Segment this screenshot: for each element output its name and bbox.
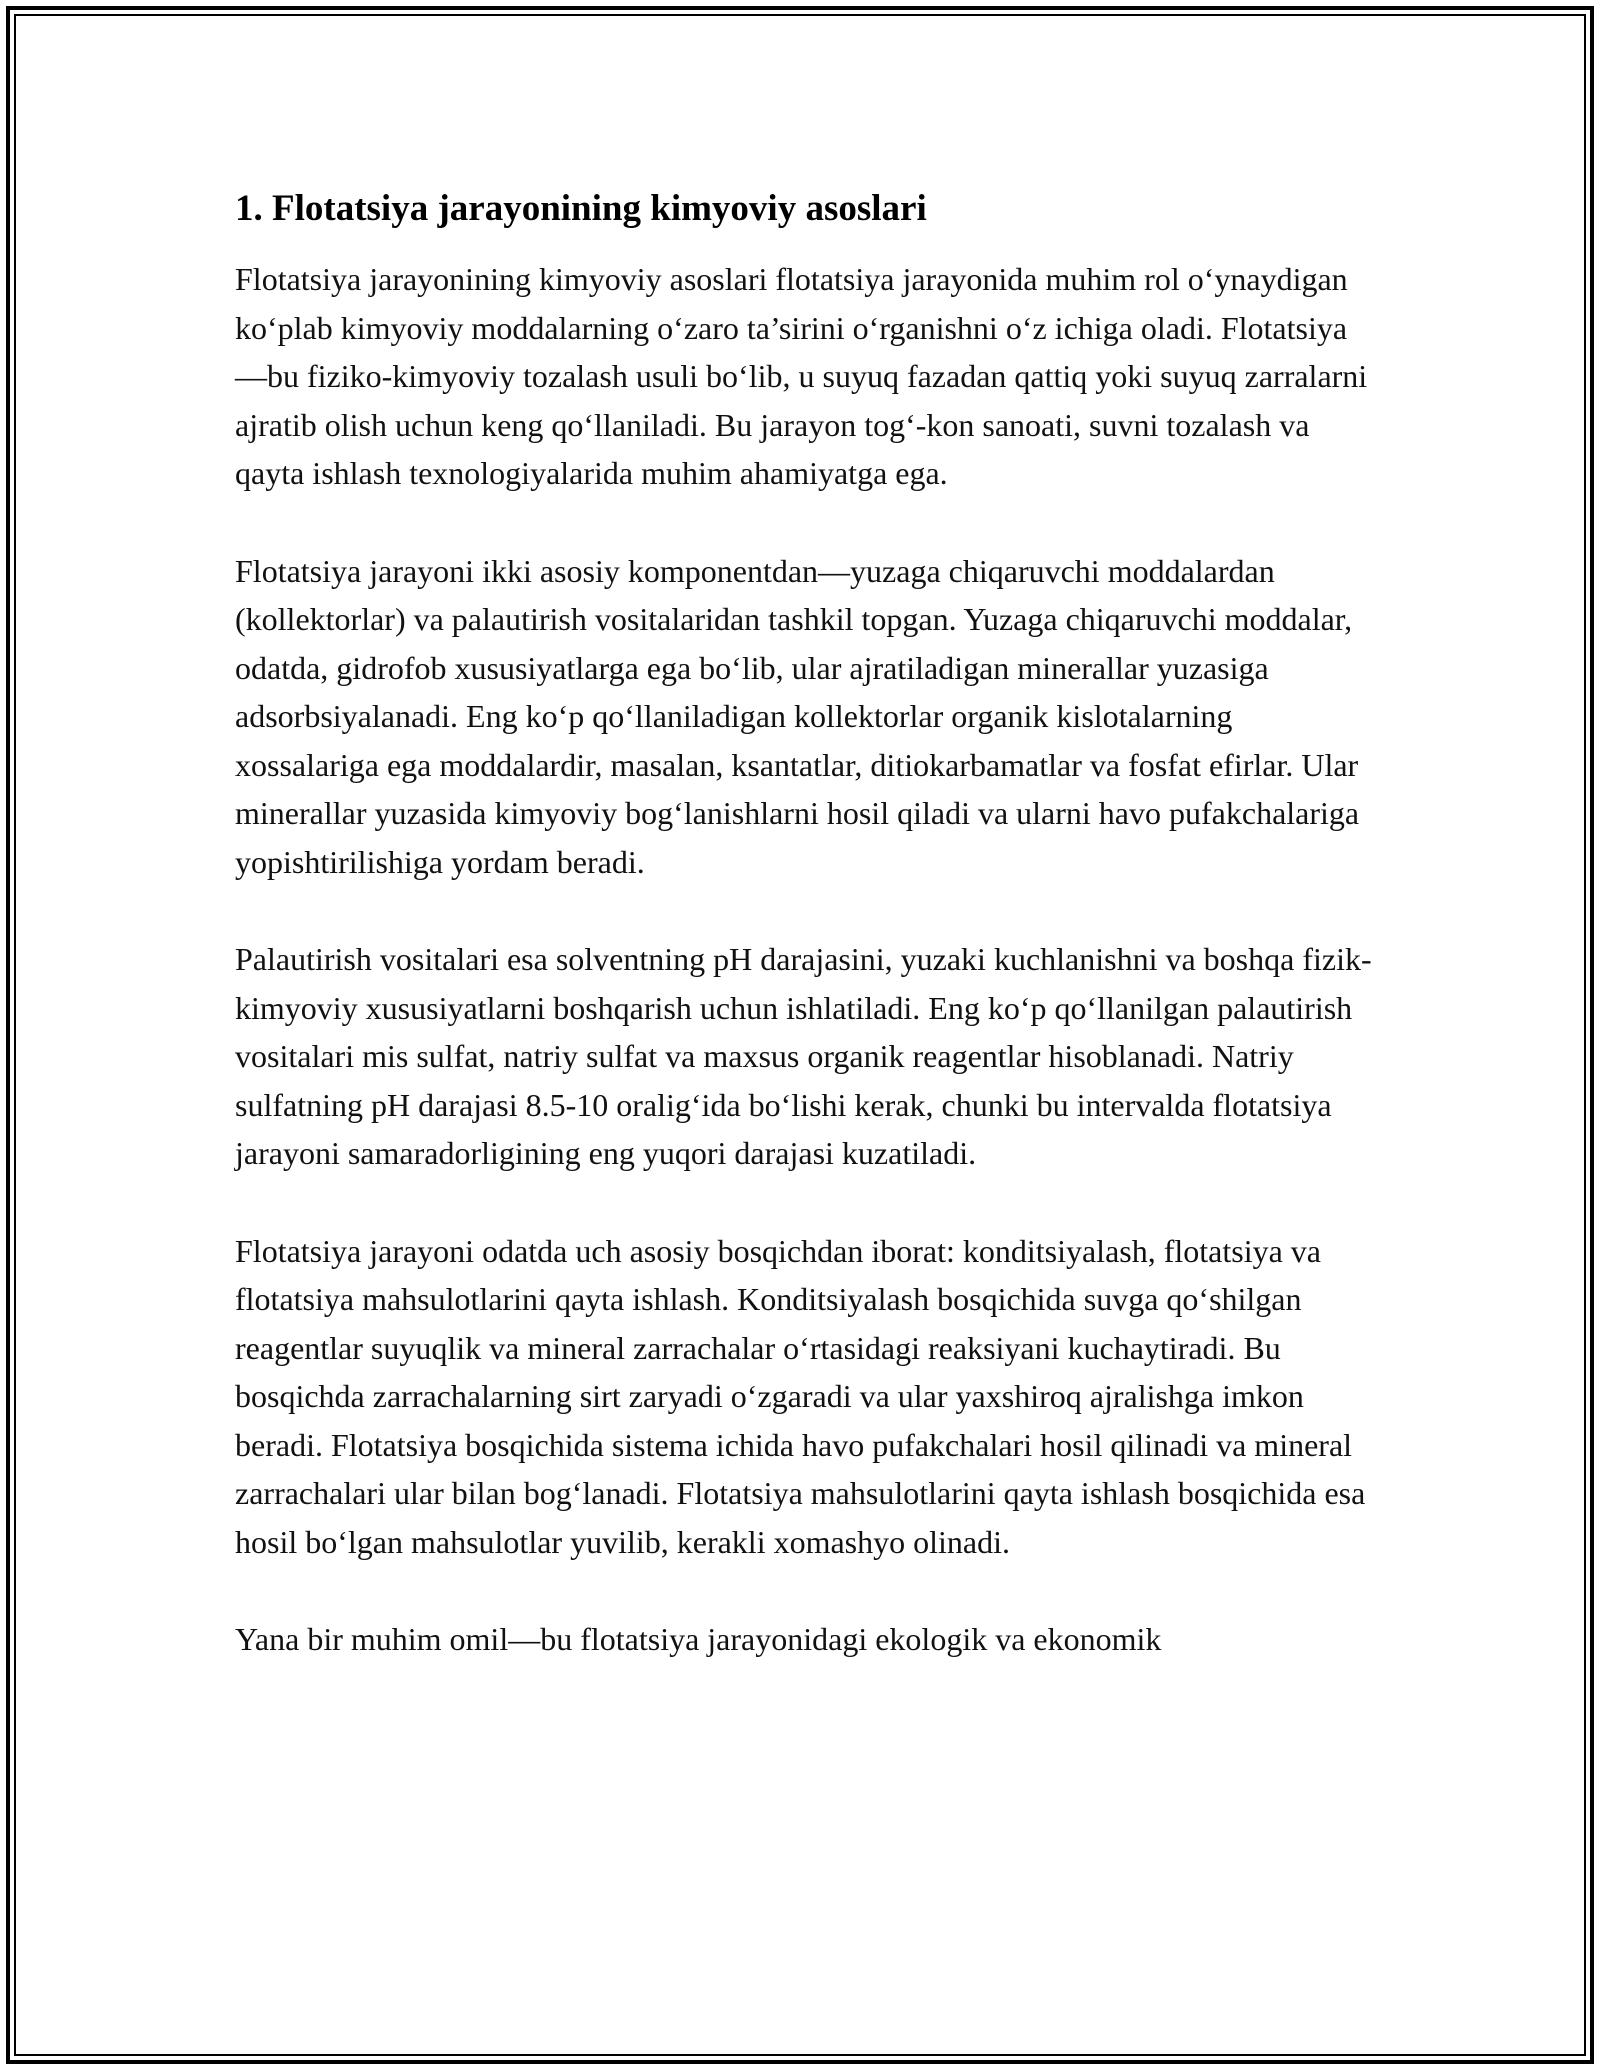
document-body [235,185,1375,1713]
section-heading: 1. Flotatsiya jarayonining kimyoviy asoslari [235,188,927,229]
paragraph-4: Flotatsiya jarayoni odatda uch asosiy bosqichdan iborat: konditsiyalash, flotatsiya va flotatsiya mahsulotlarini qayta ishlash. Konditsiyalash bosqichida suvga qo‘shilgan reagentlar suyuqlik va mineral zarrachalar o‘rtasidagi reaksiyani kuchaytiradi. Bu bosqichda zarrachalarning sirt zaryadi o‘zgaradi va ular yaxshiroq ajralishga imkon beradi. Flotatsiya bosqichida sistema ichida havo pufakchalari hosil qilinadi va mineral zarrachalari ular bilan bog‘lanadi. Flotatsiya mahsulotlarini qayta ishlash bosqichida esa hosil bo‘lgan mahsulotlar yuvilib, kerakli xomashyo olinadi. [235,1232,1366,1560]
paragraph-3: Palautirish vositalari esa solventning pH darajasini, yuzaki kuchlanishni va boshqa fizik-kimyoviy xususiyatlarni boshqarish uchun ishlatiladi. Eng ko‘p qo‘llanilgan palautirish vositalari mis sulfat, natriy sulfat va maxsus organik reagentlar hisoblanadi. Natriy sulfatning pH darajasi 8.5-10 oralig‘ida bo‘lishi kerak, chunki bu intervalda flotatsiya jarayoni samaradorligining eng yuqori darajasi kuzatiladi. [235,941,1372,1171]
paragraph-2: Flotatsiya jarayoni ikki asosiy komponentdan—yuzaga chiqaruvchi moddalardan (kollektorlar) va palautirish vositalaridan tashkil topgan. Yuzaga chiqaruvchi moddalar, odatda, gidrofob xususiyatlarga ega bo‘lib, ular ajratiladigan minerallar yuzasiga adsorbsiyalanadi. Eng ko‘p qo‘llaniladigan kollektorlar organik kislotalarning xossalariga ega moddalardir, masalan, ksantatlar, ditiokarbamatlar va fosfat efirlar. Ular minerallar yuzasida kimyoviy bog‘lanishlarni hosil qiladi va ularni havo pufakchalariga yopishtirilishiga yordam beradi. [235,552,1360,880]
paragraph-5: Yana bir muhim omil—bu flotatsiya jarayonidagi ekologik va ekonomik [235,1621,1162,1657]
paragraph-1: Flotatsiya jarayonining kimyoviy asoslari flotatsiya jarayonida muhim rol o‘ynaydigan ko‘plab kimyoviy moddalarning o‘zaro ta’sirini o‘rganishni o‘z ichiga oladi. Flotatsiya—bu fiziko-kimyoviy tozalash usuli bo‘lib, u suyuq fazadan qattiq yoki suyuq zarralarni ajratib olish uchun keng qo‘llaniladi. Bu jarayon tog‘-kon sanoati, suvni tozalash va qayta ishlash texnologiyalarida muhim ahamiyatga ega. [235,261,1368,491]
